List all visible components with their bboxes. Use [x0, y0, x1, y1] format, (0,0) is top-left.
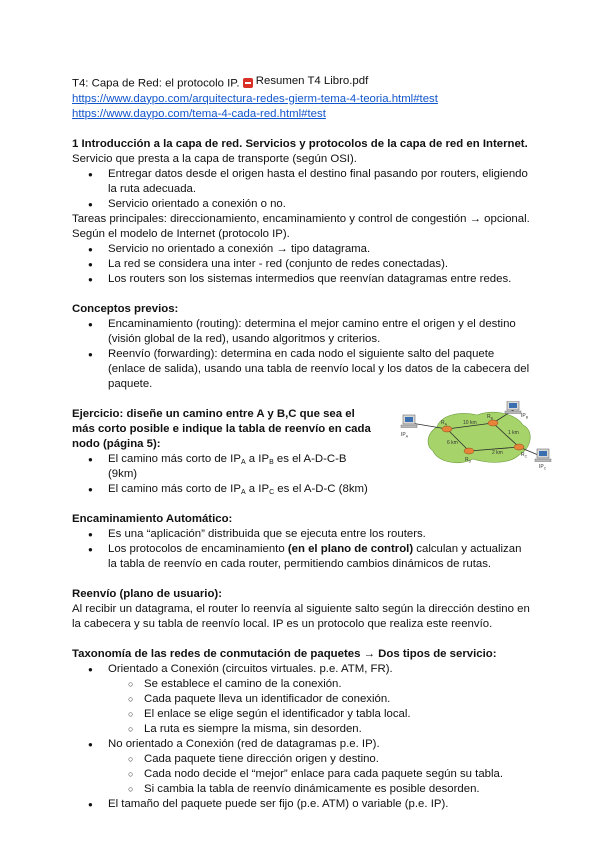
subscript: B	[269, 458, 274, 466]
daypo-link-2[interactable]: https://www.daypo.com/tema-4-cada-red.html#test	[72, 107, 326, 120]
subscript: A	[240, 488, 246, 496]
label-link-10km: 10 km	[463, 419, 477, 426]
pdf-attachment-label: Resumen T4 Libro.pdf	[255, 75, 369, 87]
host-a-icon	[401, 415, 417, 428]
router-b-icon	[488, 420, 498, 426]
sub-list-item: ○ Cada nodo decide el “mejor” enlace para cada paquete según su tabla.	[72, 767, 532, 782]
network-diagram	[397, 401, 557, 479]
list-item: ● Encaminamiento (routing): determina el mejor camino entre el origen y el destino (visión global de la red), usando algoritmos y criterios.	[72, 317, 532, 347]
sub-list-item: ○ Se establece el camino de la conexión.	[72, 677, 532, 692]
sub-list-item: ○ Cada paquete lleva un identificador de conexión.	[72, 692, 532, 707]
label-router-c: $R_C$	[521, 451, 528, 458]
sub-list-item: ○ Si cambia la tabla de reenvío dinámicamente es posible desorden.	[72, 782, 532, 797]
list-item: ● No orientado a Conexión (red de datagramas p.e. IP).	[72, 737, 532, 752]
section6-list	[72, 662, 532, 812]
list-item	[72, 482, 372, 497]
label-link-2km: 2 km	[492, 449, 503, 456]
path-text: es el A-D-C-B (9km)	[108, 452, 347, 480]
path-text: El camino más corto de IP	[108, 482, 241, 495]
path-text: es el A-D-C (8km)	[274, 482, 368, 495]
exercise-list	[72, 452, 372, 497]
path-text: El camino más corto de IP	[108, 452, 241, 465]
host-b-icon	[505, 401, 521, 414]
subscript: C	[269, 488, 275, 496]
section1-model: Según el modelo de Internet (protocolo IP).	[72, 227, 290, 240]
doc-header	[72, 74, 532, 92]
list-item: ● Servicio no orientado a conexión → tipo datagrama.	[72, 242, 532, 257]
list-item: ● Es una “aplicación” distribuida que se ejecuta entre los routers.	[72, 527, 532, 542]
list-item: ● El tamaño del paquete puede ser fijo (p.e. ATM) o variable (p.e. IP).	[72, 797, 532, 812]
router-a-icon	[442, 426, 452, 432]
label-router-a: $R_A$	[441, 419, 447, 426]
section5-heading: Reenvío (plano de usuario):	[72, 587, 222, 600]
router-d-icon	[464, 448, 474, 454]
section4-heading: Encaminamiento Automático:	[72, 512, 233, 525]
router-c-icon	[514, 444, 524, 450]
list-item: ● Reenvío (forwarding): determina en cada nodo el siguiente salto del paquete (enlace de salida), usando una tabla de reenvío local y los datos de la cabecera del paquete.	[72, 347, 532, 392]
label-ip-b: $IP_B$	[521, 412, 529, 419]
list-item: ● Servicio orientado a conexión o no.	[72, 197, 532, 212]
label-link-1km: 1 km	[508, 429, 519, 436]
list-item: ● Orientado a Conexión (circuitos virtuales. p.e. ATM, FR).	[72, 662, 532, 677]
list-item: ● Entregar datos desde el origen hasta el destino final pasando por routers, eligiendo la ruta adecuada.	[72, 167, 532, 197]
doc-title: T4: Capa de Red: el protocolo IP.	[72, 77, 240, 90]
label-router-b: $R_B$	[487, 413, 493, 420]
label-ip-a: $IP_A$	[401, 431, 409, 438]
daypo-link-1[interactable]: https://www.daypo.com/arquitectura-redes-gierm-tema-4-teoria.html#test	[72, 92, 438, 105]
list-item: ● Los routers son los sistemas intermedios que reenvían datagramas entre redes.	[72, 272, 532, 287]
list-item	[72, 452, 372, 482]
sub-list-item: ○ La ruta es siempre la misma, sin desorden.	[72, 722, 532, 737]
section1-intro: Servicio que presta a la capa de transporte (según OSI).	[72, 152, 357, 165]
path-text: a IP	[245, 452, 270, 465]
section5-text: Al recibir un datagrama, el router lo reenvía al siguiente salto según la dirección destino en la cabecera y su tabla de reenvío local. IP es un protocolo que realiza este reenvío.	[72, 602, 530, 630]
subscript: A	[240, 458, 246, 466]
list-item	[72, 542, 532, 572]
path-text: a IP	[245, 482, 270, 495]
list-bold-text: (en el plano de control)	[287, 542, 414, 555]
exercise-block	[72, 407, 547, 497]
section6-heading: Taxonomía de las redes de conmutación de paquetes → Dos tipos de servicio:	[72, 647, 497, 660]
section4-list	[72, 527, 532, 572]
section1-tasks: Tareas principales: direccionamiento, encaminamiento y control de congestión → opcional.	[72, 212, 530, 225]
sub-list-item: ○ Cada paquete tiene dirección origen y destino.	[72, 752, 532, 767]
label-ip-c: $IP_C$	[539, 463, 547, 470]
section1-heading: 1 Introducción a la capa de red. Servicios y protocolos de la capa de red en Internet.	[72, 137, 528, 150]
label-router-d: $R_D$	[465, 456, 472, 463]
sub-list-item: ○ El enlace se elige según el identificador y tabla local.	[72, 707, 532, 722]
section2-heading: Conceptos previos:	[72, 302, 179, 315]
label-link-6km: 6 km	[447, 439, 458, 446]
exercise-heading: Ejercicio: diseñe un camino entre A y B,C que sea el más corto posible e indique la tabla de reenvío en cada nodo (página 5):	[72, 407, 371, 450]
section1-list	[72, 167, 532, 212]
section1-list-2	[72, 242, 532, 287]
document-page	[72, 74, 547, 812]
pdf-icon	[243, 78, 253, 88]
list-item: ● La red se considera una inter - red (conjunto de redes conectadas).	[72, 257, 532, 272]
section2-list	[72, 317, 532, 392]
list-text: Los protocolos de encaminamiento	[108, 542, 288, 555]
host-c-icon	[535, 449, 551, 462]
list-text: calculan y actualizan la tabla de reenvío en cada router, permitiendo cambios dinámicos de rutas.	[108, 542, 522, 570]
pdf-attachment-chip[interactable]	[243, 74, 369, 89]
